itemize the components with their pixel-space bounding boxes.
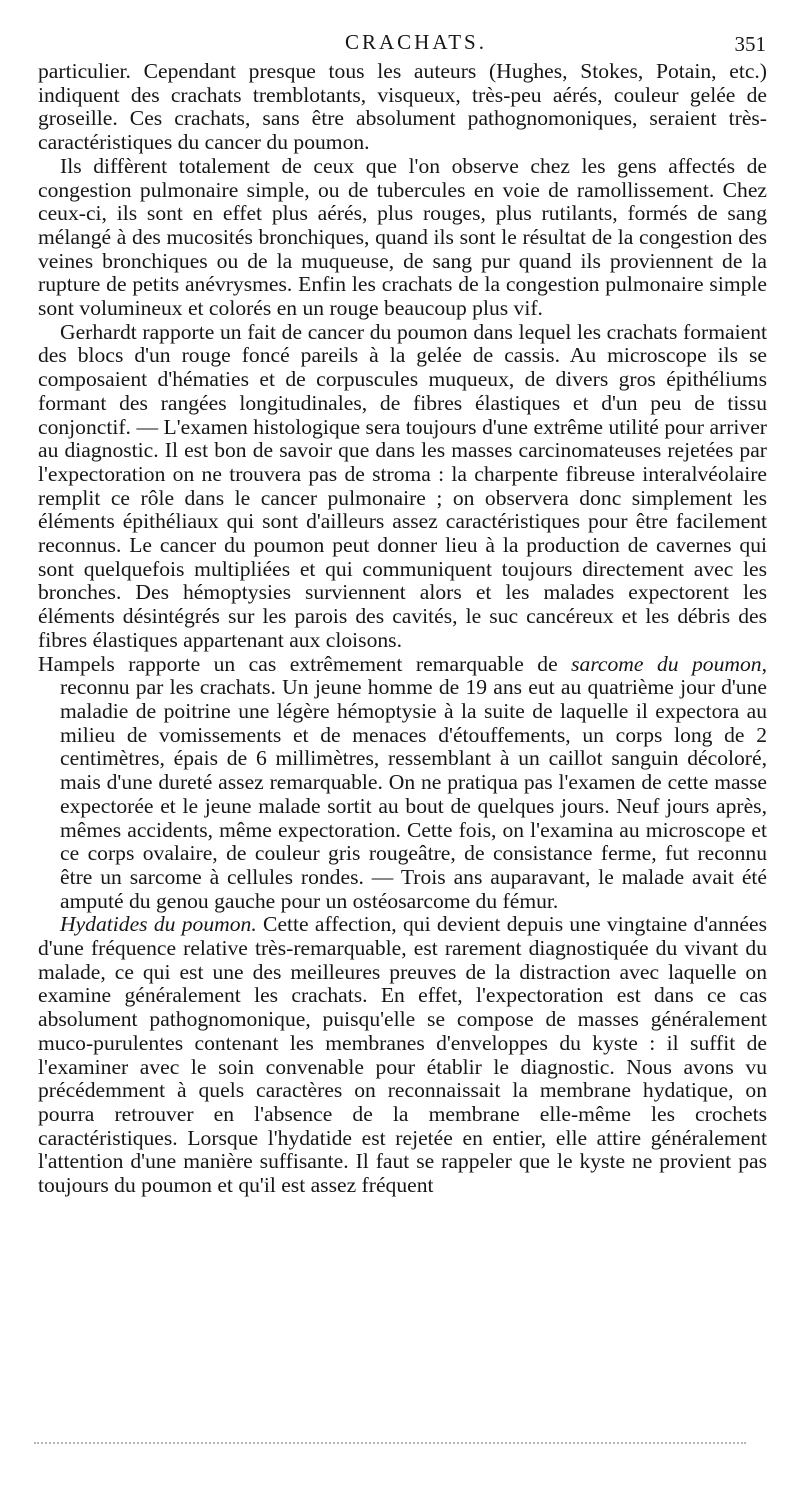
paragraph-hydatides xyxy=(38,913,767,1197)
hydatides-body-text: Cette affection, qui devient depuis une vingtaine d'années d'une fréquence relative très-remarquable, est rarement diagnostiquée du vivant du malade, ce qui est une des meilleures preuves de la distraction avec laquelle on examine généralement les crachats. En effet, l'expectoration est dans ce cas absolument pathognomonique, puisqu'elle se compose de masses généralement muco-purulentes contenant les membranes d'enveloppes du kyste : il suffit de l'examiner avec le soin convenable pour établir le diagnostic. Nous avons vu précédemment à quels caractères on reconnaissait la membrane hydatique, on pourra retrouver en l'absence de la membrane elle-même les crochets caractéristiques. Lorsque l'hydatide est rejetée en entier, elle attire généralement l'attention d'une manière suffisante. Il faut se rappeler que le kyste ne provient pas toujours du poumon et qu'il est assez fréquent xyxy=(38,912,767,1198)
paragraph-gerhardt-case: Gerhardt rapporte un fait de cancer du poumon dans lequel les crachats formaient des blocs d'un rouge foncé pareils à la gelée de cassis. Au microscope ils se composaient d'hématies et de corpuscules muqueux, de divers gros épithéliums formant des rangées longitudinales, de fibres élastiques et d'un peu de tissu conjonctif. — L'examen histologique sera toujours d'une extrême utilité pour arriver au diagnostic. Il est bon de savoir que dans les masses carcinomateuses rejetées par l'expectoration on ne trouvera pas de stroma : la charpente fibreuse interalvéolaire remplit ce rôle dans le cancer pulmonaire ; on observera donc simplement les éléments épithéliaux qui sont d'ailleurs assez caractéristiques pour être facilement reconnus. Le cancer du poumon peut donner lieu à la production de cavernes qui sont quelquefois multipliées et qui communiquent toujours directement avec les bronches. Des hémoptysies surviennent alors et les malades expectorent les éléments désintégrés sur les parois des cavités, le suc cancéreux et les débris des fibres élastiques appartenant aux cloisons. xyxy=(38,319,767,652)
paragraph-continuation: particulier. Cependant presque tous les auteurs (Hughes, Stokes, Potain, etc.) indiquent des crachats tremblotants, visqueux, très-peu aérés, couleur gelée de groseille. Ces crachats, sans être absolument pathognomoniques, seraient très-caractéristiques du cancer du poumon. xyxy=(38,59,767,155)
hampels-intro-text: Hampels rapporte un cas extrêmement remarquable de xyxy=(38,651,572,676)
paragraph-congestion-comparison: Ils diffèrent totalement de ceux que l'on observe chez les gens affectés de congestion pulmonaire simple, ou de tubercules en voie de ramollissement. Chez ceux-ci, ils sont en effet plus aérés, plus rouges, plus rutilants, formés de sang mélangé à des mucosités bronchiques, quand ils sont le résultat de la congestion des veines bronchiques ou de la muqueuse, de sang pur quand ils proviennent de la rupture de petits anévrysmes. Enfin les crachats de la congestion pulmonaire simple sont volumineux et colorés en un rouge beaucoup plus vif. xyxy=(38,153,767,321)
page-number: 351 xyxy=(734,32,766,56)
running-head-title: CRACHATS. xyxy=(345,30,487,54)
paragraph-hampels-case xyxy=(38,653,767,914)
sarcome-du-poumon-italic: sarcome du poumon xyxy=(571,651,762,676)
running-head xyxy=(0,30,800,60)
footer-dotted-rule xyxy=(34,1442,746,1444)
body-text xyxy=(38,60,767,1198)
hampels-body-text: , reconnu par les crachats. Un jeune homme de 19 ans eut au quatrième jour d'une maladie de poitrine une légère hémoptysie à la suite de laquelle il expectora au milieu de vomissements et de menaces d'étouffements, un corps long de 2 centimètres, épais de 6 millimètres, ressemblant à un caillot sanguin décoloré, mais d'une dureté assez remarquable. On ne pratiqua pas l'examen de cette masse expectorée et le jeune malade sortit au bout de quelques jours. Neuf jours après, mêmes accidents, même expectoration. Cette fois, on l'examina au microscope et ce corps ovalaire, de couleur gris rougeâtre, de consistance ferme, fut reconnu être un sarcome à cellules rondes. — Trois ans auparavant, le malade avait été amputé du genou gauche pour un ostéosarcome du fémur. xyxy=(60,651,767,913)
hydatides-heading-italic: Hydatides du poumon. xyxy=(60,912,257,937)
